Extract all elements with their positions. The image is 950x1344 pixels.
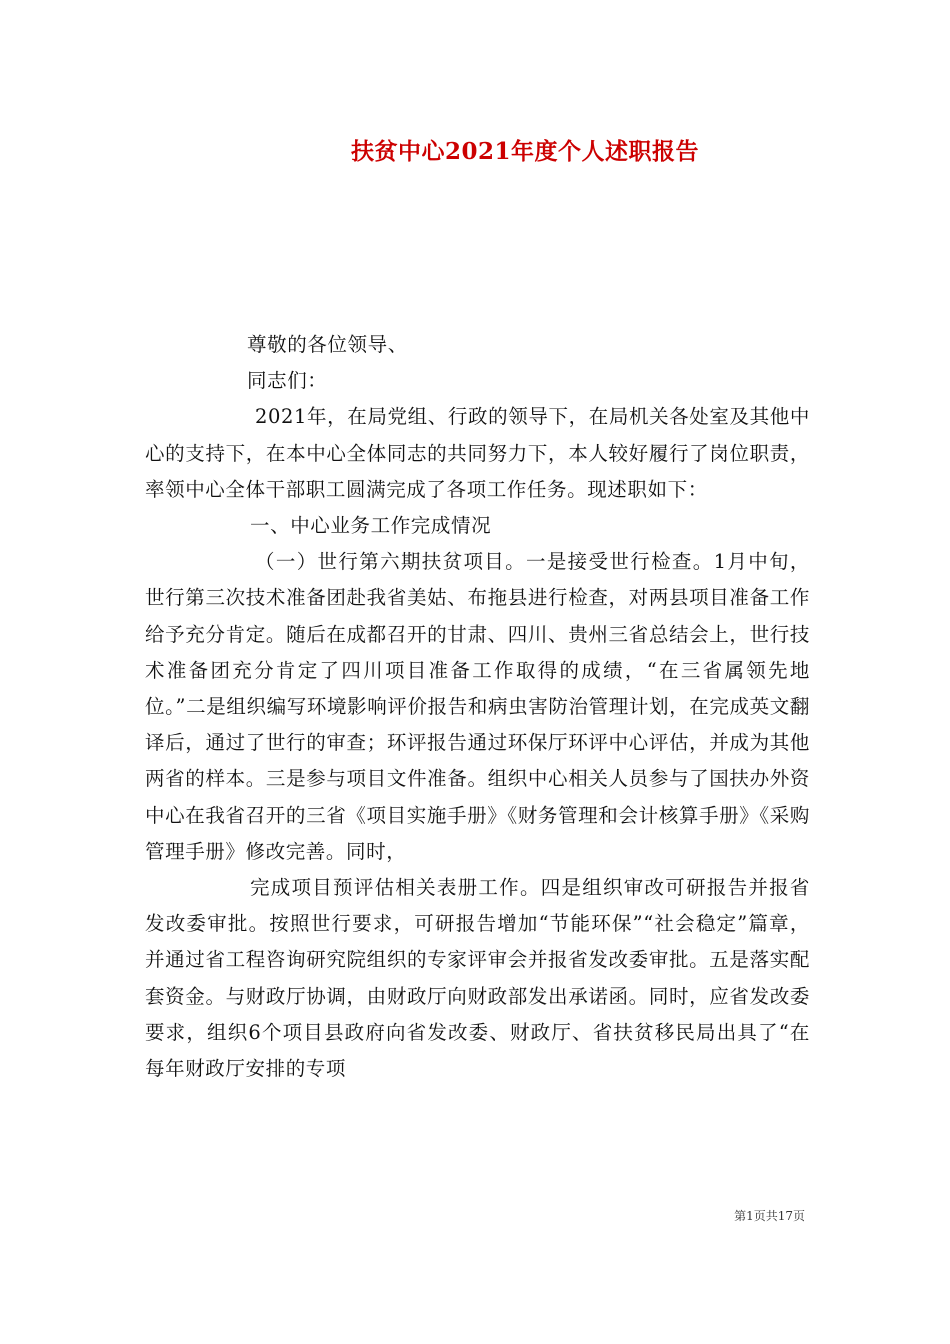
salutation-line-1: 尊敬的各位领导、	[247, 333, 408, 356]
document-title: 扶贫中心2021年度个人述职报告	[350, 138, 699, 165]
page-number: 第1页共17页	[734, 1209, 805, 1223]
paragraph-intro: 2021年，在局党组、行政的领导下，在局机关各处室及其他中心的支持下，在本中心全体同志的共同努力下，本人较好履行了岗位职责，率领中心全体干部职工圆满完成了各项工作任务。现述职如下：	[145, 405, 810, 501]
document-body	[145, 327, 810, 1087]
paragraph-world-bank-project: （一）世行第六期扶贫项目。一是接受世行检查。1月中旬，世行第三次技术准备团赴我省美姑、布拖县进行检查，对两县项目准备工作给予充分肯定。随后在成都召开的甘肃、四川、贵州三省总结会上，世行技术准备团充分肯定了四川项目准备工作取得的成绩，“在三省属领先地位。”二是组织编写环境影响评价报告和病虫害防治管理计划，在完成英文翻译后，通过了世行的审查；环评报告通过环保厅环评中心评估，并成为其他两省的样本。三是参与项目文件准备。组织中心相关人员参与了国扶办外资中心在我省召开的三省《项目实施手册》《财务管理和会计核算手册》《采购管理手册》修改完善。同时，	[145, 550, 810, 863]
salutation-line-2: 同志们：	[247, 369, 328, 393]
section-heading-1: 一、中心业务工作完成情况	[250, 514, 492, 538]
paragraph-continuation: 完成项目预评估相关表册工作。四是组织审改可研报告并报省发改委审批。按照世行要求，可研报告增加“节能环保”“社会稳定”篇章，并通过省工程咨询研究院组织的专家评审会并报省发改委审批。五是落实配套资金。与财政厅协调，由财政厅向财政部发出承诺函。同时，应省发改委要求，组织6个项目县政府向省发改委、财政厅、省扶贫移民局出具了“在每年财政厅安排的专项	[145, 876, 810, 1081]
